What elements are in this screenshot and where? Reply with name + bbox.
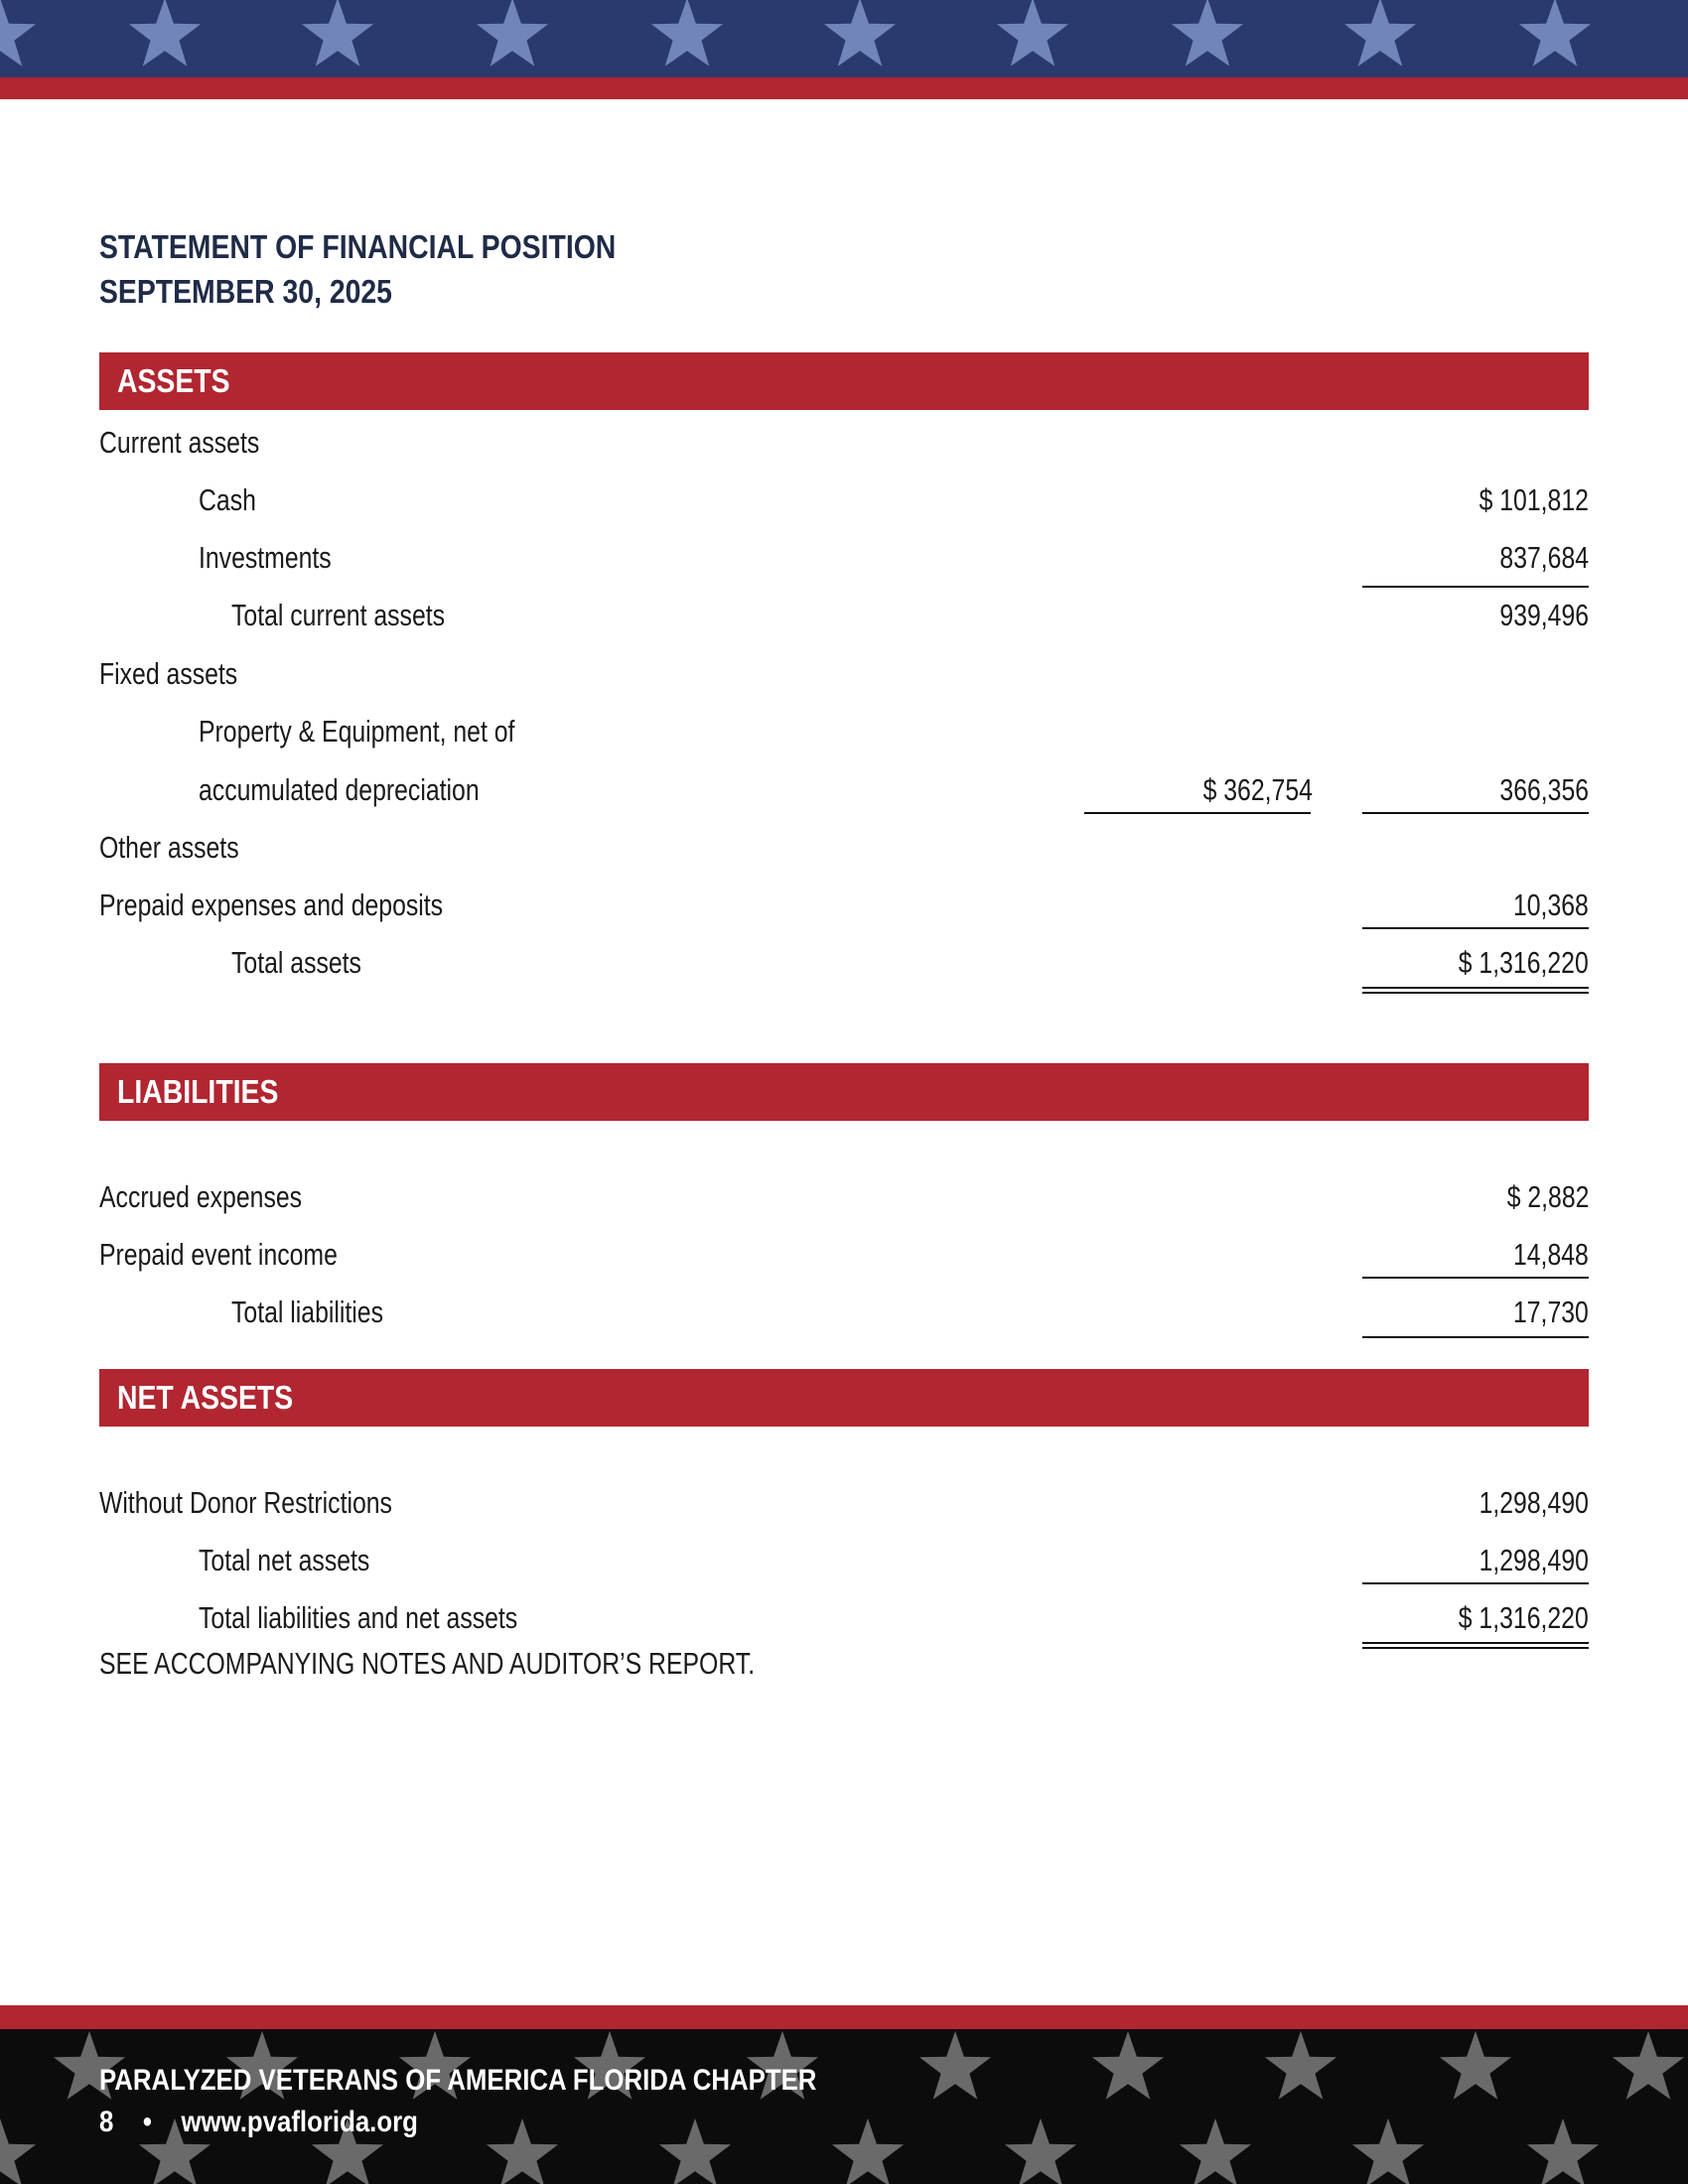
property-label-line-1: Property & Equipment, net of [199,714,515,749]
total-current-assets-label: Total current assets [231,598,446,632]
footer-page-line [99,2103,418,2142]
property-label-line-2: accumulated depreciation [199,772,480,807]
total-assets-value: $ 1,316,220 [1458,945,1589,980]
total-liabilities-net-assets-label: Total liabilities and net assets [199,1600,518,1635]
top-star-banner [0,0,1688,99]
total-assets-row [0,943,1688,983]
total-current-assets-value: 939,496 [1499,598,1589,632]
footer-website-link[interactable]: www.pvaflorida.org [181,2106,418,2138]
net-assets-heading: NET ASSETS [117,1379,294,1416]
prepaid-expenses-label: Prepaid expenses and deposits [99,887,444,922]
accrued-expenses-row [0,1177,1688,1217]
prepaid-event-income-row [0,1235,1688,1275]
underline-prepaid [1362,927,1589,929]
total-current-assets-row [0,596,1688,635]
total-liabilities-row [0,1293,1688,1332]
underline-investments [1362,586,1589,588]
without-donor-restrictions-value: 1,298,490 [1478,1485,1589,1520]
statement-title [99,224,616,314]
without-donor-restrictions-label: Without Donor Restrictions [99,1485,392,1520]
footer-separator: • [142,2106,152,2138]
other-assets-row [0,828,1688,868]
investments-row [0,538,1688,578]
prepaid-expenses-row [0,886,1688,925]
liabilities-heading: LIABILITIES [117,1073,279,1110]
underline-property-sub [1084,812,1311,814]
total-liabilities-net-assets-row [0,1598,1688,1638]
underline-property [1362,812,1589,814]
property-value: 366,356 [1499,772,1589,807]
footer-org-name: PARALYZED VETERANS OF AMERICA FLORIDA CHAPTER [99,2064,817,2097]
prepaid-event-income-value: 14,848 [1513,1237,1589,1272]
title-line-1: STATEMENT OF FINANCIAL POSITION [99,228,617,265]
without-donor-restrictions-row [0,1483,1688,1523]
property-sub-value: $ 362,754 [1202,772,1313,807]
page-number: 8 [99,2106,114,2138]
prepaid-event-income-label: Prepaid event income [99,1237,338,1272]
note-row [0,1644,1688,1684]
total-assets-label: Total assets [231,945,361,980]
property-row-2 [0,770,1688,810]
assets-heading: ASSETS [117,362,230,399]
current-assets-row [0,423,1688,463]
other-assets-label: Other assets [99,830,239,865]
prepaid-expenses-value: 10,368 [1513,887,1589,922]
title-line-2: SEPTEMBER 30, 2025 [99,273,392,310]
auditor-note: SEE ACCOMPANYING NOTES AND AUDITOR’S REPORT. [99,1646,756,1681]
fixed-assets-row [0,654,1688,694]
cash-value: $ 101,812 [1478,482,1589,517]
total-liabilities-label: Total liabilities [231,1295,384,1329]
current-assets-label: Current assets [99,425,260,460]
underline-prepaid-event [1362,1277,1589,1279]
property-row-1 [0,712,1688,751]
accrued-expenses-value: $ 2,882 [1506,1179,1589,1214]
investments-value: 837,684 [1499,540,1589,575]
fixed-assets-label: Fixed assets [99,656,238,691]
net-assets-heading-bar [99,1369,1589,1427]
total-net-assets-row [0,1541,1688,1580]
total-liabilities-net-assets-value: $ 1,316,220 [1458,1600,1589,1635]
cash-label: Cash [199,482,256,517]
accrued-expenses-label: Accrued expenses [99,1179,303,1214]
investments-label: Investments [199,540,332,575]
total-net-assets-value: 1,298,490 [1478,1543,1589,1577]
underline-total-net-assets [1362,1582,1589,1584]
total-net-assets-label: Total net assets [199,1543,370,1577]
assets-heading-bar [99,352,1589,410]
total-liabilities-value: 17,730 [1513,1295,1589,1329]
underline-total-liabilities [1362,1336,1589,1338]
cash-row [0,480,1688,520]
liabilities-heading-bar [99,1063,1589,1121]
double-underline-total-assets [1362,987,1589,994]
